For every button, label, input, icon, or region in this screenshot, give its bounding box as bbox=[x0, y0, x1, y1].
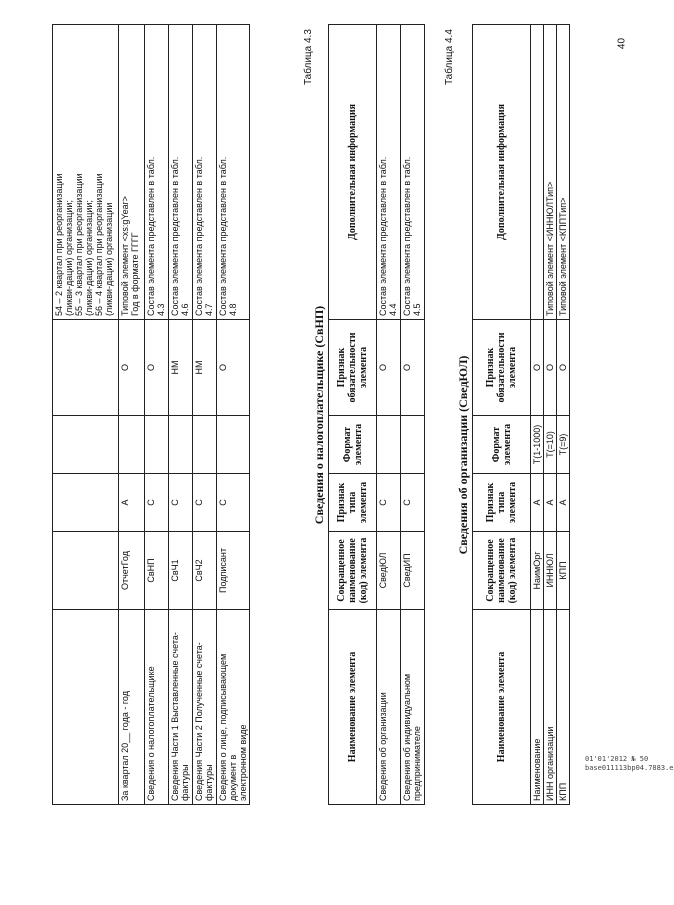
table-4-3-header-row bbox=[329, 25, 377, 805]
code-cell: СведИП bbox=[401, 532, 425, 610]
code-cell: ИННЮЛ bbox=[544, 532, 557, 610]
table-row bbox=[217, 25, 250, 805]
code-cell: НаимОрг bbox=[531, 532, 544, 610]
header-type: Признак типа элемента bbox=[473, 474, 531, 532]
table-row bbox=[544, 25, 557, 805]
required-cell bbox=[53, 320, 119, 416]
table-row bbox=[531, 25, 544, 805]
type-cell bbox=[53, 474, 119, 532]
name-cell: Сведения об организации bbox=[377, 610, 401, 805]
table-row bbox=[169, 25, 193, 805]
code-cell: СвЧ1 bbox=[169, 532, 193, 610]
name-cell: Сведения о лице, подписывающем документ в электронном виде bbox=[217, 610, 250, 805]
info-cell: Состав элемента представлен в табл. 4.8 bbox=[217, 25, 250, 320]
stamp-line-2: base011113bp04.7883.e bbox=[585, 764, 674, 772]
header-name: Наименование элемента bbox=[329, 610, 377, 805]
code-cell: СвЧ2 bbox=[193, 532, 217, 610]
required-cell: О bbox=[217, 320, 250, 416]
type-cell: А bbox=[544, 474, 557, 532]
header-info: Дополнительная информация bbox=[473, 25, 531, 320]
format-cell bbox=[119, 416, 145, 474]
format-cell: T(=9) bbox=[557, 416, 570, 474]
name-cell: КПП bbox=[557, 610, 570, 805]
required-cell: НМ bbox=[193, 320, 217, 416]
format-cell bbox=[217, 416, 250, 474]
format-cell bbox=[401, 416, 425, 474]
info-cell: Типовой элемент <КППТип> bbox=[557, 25, 570, 320]
table-row bbox=[377, 25, 401, 805]
required-cell: НМ bbox=[169, 320, 193, 416]
format-cell bbox=[193, 416, 217, 474]
header-type: Признак типа элемента bbox=[329, 474, 377, 532]
info-cell bbox=[531, 25, 544, 320]
table-4-3-title: Сведения о налогоплательщике (СвНП) bbox=[312, 305, 326, 525]
table-4-4-header-row bbox=[473, 25, 531, 805]
type-cell: С bbox=[217, 474, 250, 532]
type-cell: А bbox=[531, 474, 544, 532]
header-format: Формат элемента bbox=[329, 416, 377, 474]
required-cell: О bbox=[401, 320, 425, 416]
format-cell bbox=[53, 416, 119, 474]
page-number: 40 bbox=[616, 37, 628, 50]
type-cell: С bbox=[169, 474, 193, 532]
table-row bbox=[119, 25, 145, 805]
name-cell: Сведения об индивидуальном предпринимателе bbox=[401, 610, 425, 805]
code-cell: ОтчетГод bbox=[119, 532, 145, 610]
header-format: Формат элемента bbox=[473, 416, 531, 474]
info-cell: Состав элемента представлен в табл. 4.6 bbox=[169, 25, 193, 320]
table-row bbox=[53, 25, 119, 805]
type-cell: С bbox=[193, 474, 217, 532]
required-cell: О bbox=[119, 320, 145, 416]
table-4-4-caption: Таблица 4.4 bbox=[444, 29, 455, 85]
format-cell: T(=10) bbox=[544, 416, 557, 474]
format-cell bbox=[169, 416, 193, 474]
info-cell: Типовой элемент <ИННЮЛТип> bbox=[544, 25, 557, 320]
info-cell: Состав элемента представлен в табл. 4.7 bbox=[193, 25, 217, 320]
name-cell: ИНН организации bbox=[544, 610, 557, 805]
code-cell: Подписант bbox=[217, 532, 250, 610]
table-row bbox=[193, 25, 217, 805]
type-cell: С bbox=[377, 474, 401, 532]
header-info: Дополнительная информация bbox=[329, 25, 377, 320]
info-cell: Состав элемента представлен в табл. 4.5 bbox=[401, 25, 425, 320]
table-continuation bbox=[52, 24, 250, 805]
table-4-3 bbox=[328, 24, 425, 805]
header-required: Признак обязательности элемента bbox=[329, 320, 377, 416]
code-cell: КПП bbox=[557, 532, 570, 610]
required-cell: О bbox=[145, 320, 169, 416]
table-row bbox=[145, 25, 169, 805]
table-4-4-title: Сведения об организации (СведЮЛ) bbox=[456, 355, 470, 555]
required-cell: О bbox=[557, 320, 570, 416]
table-4-3-caption: Таблица 4.3 bbox=[303, 29, 314, 85]
name-cell: Сведения Части 2 Полученные счета-фактуры bbox=[193, 610, 217, 805]
type-cell: А bbox=[119, 474, 145, 532]
format-cell bbox=[145, 416, 169, 474]
type-cell: С bbox=[401, 474, 425, 532]
name-cell: Сведения Части 1 Выставленные счета-фактуры bbox=[169, 610, 193, 805]
info-cell: Типовой элемент <xs:gYear> Год в формате ГГГГ bbox=[119, 25, 145, 320]
code-cell bbox=[53, 532, 119, 610]
header-code: Сокращенное наименование (код) элемента bbox=[473, 532, 531, 610]
required-cell: О bbox=[377, 320, 401, 416]
name-cell: Сведения о налогоплательщике bbox=[145, 610, 169, 805]
table-4-4 bbox=[472, 24, 570, 805]
header-name: Наименование элемента bbox=[473, 610, 531, 805]
name-cell: За квартал 20__ года - год bbox=[119, 610, 145, 805]
info-cell: Состав элемента представлен в табл. 4.4 bbox=[377, 25, 401, 320]
info-cell: Состав элемента представлен в табл. 4.3 bbox=[145, 25, 169, 320]
required-cell: О bbox=[544, 320, 557, 416]
table-row bbox=[557, 25, 570, 805]
code-cell: СвНП bbox=[145, 532, 169, 610]
code-cell: СведЮЛ bbox=[377, 532, 401, 610]
format-cell: T(1-1000) bbox=[531, 416, 544, 474]
header-code: Сокращенное наименование (код) элемента bbox=[329, 532, 377, 610]
info-cell: 54 – 2 квартал при реорганизации (ликви-дации) организации; 55 – 3 квартал при реорганизации (ликви-дации) организации; 56 – 4 квартал при реорганизации (ликви-дации) организации bbox=[53, 25, 119, 320]
name-cell: Наименование bbox=[531, 610, 544, 805]
format-cell bbox=[377, 416, 401, 474]
type-cell: С bbox=[145, 474, 169, 532]
name-cell bbox=[53, 610, 119, 805]
required-cell: О bbox=[531, 320, 544, 416]
stamp-line-1: 01'01'2012 № 50 bbox=[585, 755, 649, 763]
table-row bbox=[401, 25, 425, 805]
header-required: Признак обязательности элемента bbox=[473, 320, 531, 416]
type-cell: А bbox=[557, 474, 570, 532]
